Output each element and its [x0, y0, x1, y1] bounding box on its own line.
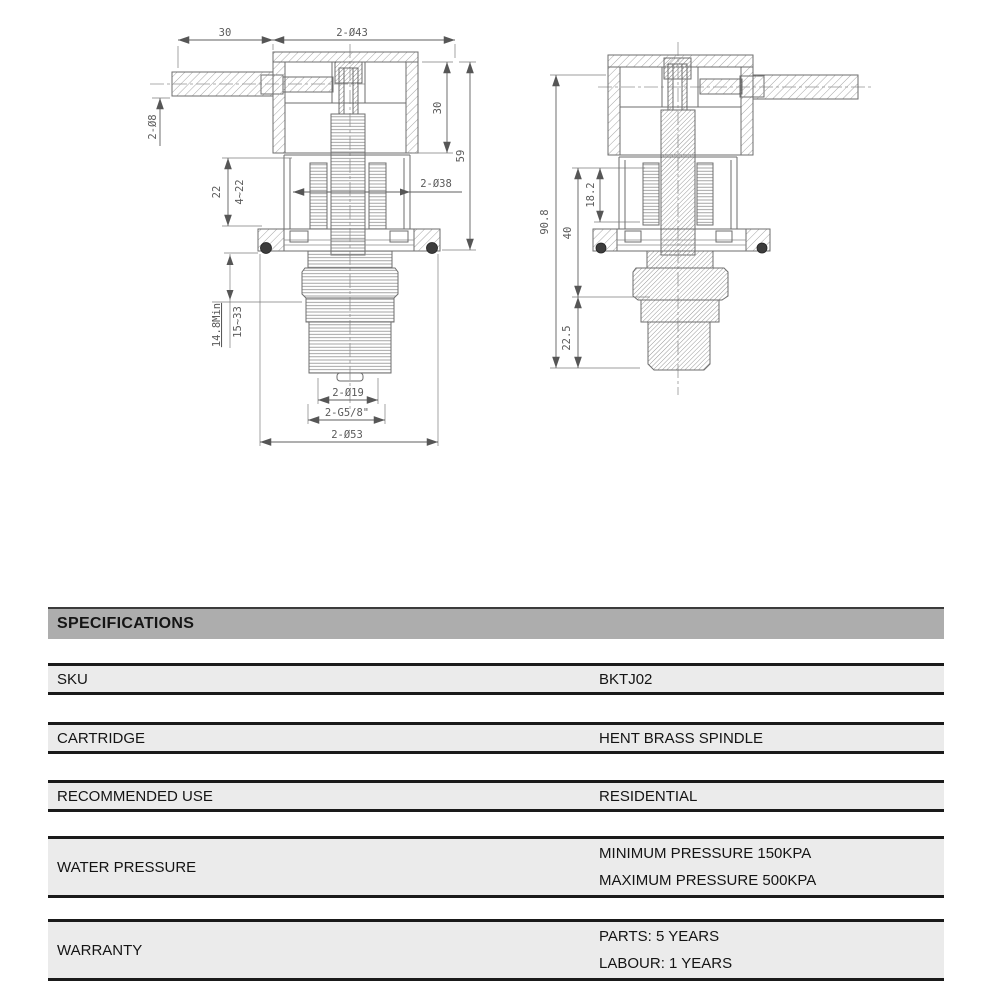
spec-label-cartridge: CARTRIDGE	[57, 729, 146, 747]
o-ring	[757, 243, 767, 253]
handle-bar	[700, 75, 858, 99]
dim-label: 30	[432, 101, 444, 115]
spec-label-warranty: WARRANTY	[57, 941, 143, 959]
spec-row-cartridge	[48, 722, 944, 754]
o-ring	[596, 243, 606, 253]
specifications-section	[48, 607, 944, 987]
spec-value-recommended-use: RESIDENTIAL	[599, 787, 698, 805]
spec-value-cartridge: HENT BRASS SPINDLE	[599, 729, 763, 747]
dim-label: 22	[211, 185, 223, 199]
specifications-title: SPECIFICATIONS	[57, 615, 195, 632]
dim-label: 22.5	[561, 325, 573, 351]
dim-label: 15~33	[232, 306, 244, 338]
spec-value-warranty-parts: PARTS: 5 YEARS	[599, 928, 720, 945]
dim-label: 2-Ø8	[147, 114, 159, 140]
spec-value-warranty-labour: LABOUR: 1 YEARS	[599, 955, 733, 972]
dim-label: 2-Ø43	[336, 27, 368, 39]
dim-label: 59	[455, 149, 467, 163]
spec-row-recommended-use	[48, 780, 944, 812]
right-valve-drawing	[539, 42, 872, 395]
specifications-header	[48, 607, 944, 639]
spec-value-min-pressure: MINIMUM PRESSURE 150KPA	[599, 845, 812, 862]
dim-label: 2-Ø19	[332, 387, 364, 399]
spec-row-sku	[48, 663, 944, 695]
dim-label: 2-G5/8"	[324, 407, 370, 419]
spec-label-sku: SKU	[57, 670, 88, 688]
threaded-tail	[302, 251, 398, 381]
spec-value-max-pressure: MAXIMUM PRESSURE 500KPA	[599, 872, 817, 889]
dim-label: 14.8Min	[211, 302, 223, 348]
dim-label: 2-Ø38	[420, 178, 452, 190]
spec-row-warranty	[48, 919, 944, 981]
dim-label: 30	[218, 27, 232, 39]
threaded-tail	[633, 251, 728, 370]
spec-value-sku: BKTJ02	[599, 670, 653, 688]
dim-label: 40	[562, 226, 574, 240]
right-dimensions	[539, 75, 650, 368]
spindle	[331, 62, 365, 255]
dim-label: 2-Ø53	[331, 429, 363, 441]
spec-row-water-pressure	[48, 836, 944, 898]
left-valve-drawing	[147, 27, 476, 446]
handle-bar	[172, 72, 333, 96]
o-ring	[427, 243, 438, 254]
dim-label: 18.2	[585, 182, 597, 208]
spec-label-water-pressure: WATER PRESSURE	[57, 858, 197, 876]
dim-label: 4~22	[234, 179, 246, 205]
o-ring	[261, 243, 272, 254]
dim-label: 90.8	[539, 209, 551, 235]
spec-label-recommended-use: RECOMMENDED USE	[57, 787, 213, 805]
